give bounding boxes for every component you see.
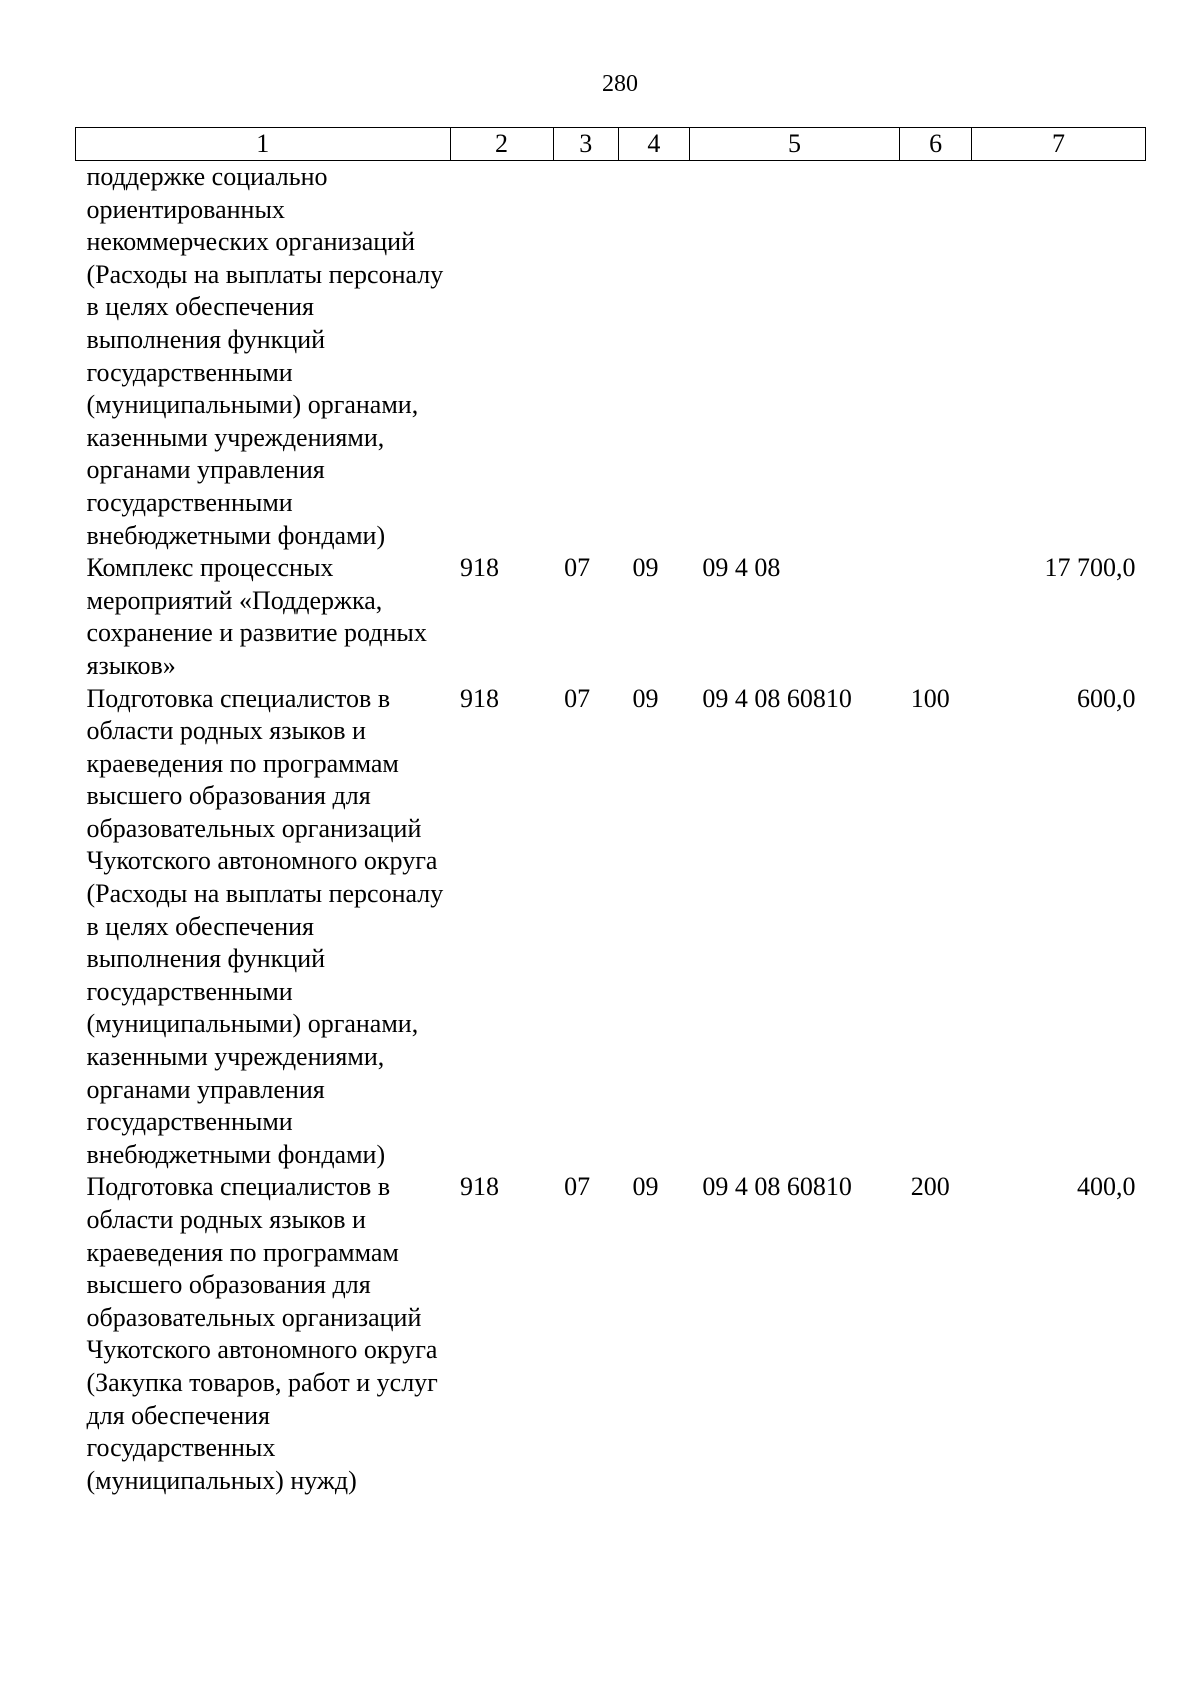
row-col-7 [972,161,1146,553]
column-header-7: 7 [972,128,1146,161]
table-row [76,683,1146,1172]
table-row [76,552,1146,682]
row-col-4 [619,161,690,553]
row-col-2 [450,161,553,553]
row-col-7: 17 700,0 [1044,553,1136,583]
row-col-7: 600,0 [1077,683,1136,713]
row-name: поддержке социально ориентированных некоммерческих организаций (Расходы на выплаты персоналу в целях обеспечения выполнения функций государственными (муниципальными) органами, казенными учреждениями, органами управления государственными внебюджетными фондами) [86,162,444,550]
row-col-4: 09 [632,553,659,583]
column-header-3: 3 [553,128,618,161]
row-col-6: 100 [910,683,950,713]
row-name: Комплекс процессных мероприятий «Поддержка, сохранение и развитие родных языков» [86,553,427,680]
row-col-4: 09 [632,683,659,713]
column-header-6: 6 [900,128,972,161]
row-col-5: 09 4 08 60810 [702,1172,852,1202]
row-col-5: 09 4 08 60810 [702,683,852,713]
row-name: Подготовка специалистов в области родных языков и краеведения по программам высшего образования для образовательных организаций Чукотского автономного округа (Закупка товаров, работ и услуг для обеспечения государственных (муниципальных) нужд) [86,1172,438,1495]
row-name: Подготовка специалистов в области родных языков и краеведения по программам высшего образования для образовательных организаций Чукотского автономного округа (Расходы на выплаты персоналу в целях обеспечения выполнения функций государственными (муниципальными) органами, казенными учреждениями, органами управления государственными внебюджетными фондами) [86,683,444,1169]
row-col-2: 918 [460,1172,500,1202]
row-col-3: 07 [564,683,591,713]
header-row [76,128,1146,161]
column-header-1: 1 [76,128,451,161]
row-col-3: 07 [564,553,591,583]
row-col-2: 918 [460,553,500,583]
table-row [76,161,1146,553]
row-col-4: 09 [632,1172,659,1202]
row-col-6 [900,161,972,553]
row-col-2: 918 [460,683,500,713]
row-col-7: 400,0 [1077,1172,1136,1202]
row-col-6 [900,552,972,682]
row-col-3: 07 [564,1172,591,1202]
row-col-5: 09 4 08 [702,553,781,583]
row-col-6: 200 [910,1172,950,1202]
table-header [76,128,1146,161]
table-row [76,1171,1146,1497]
budget-table [75,127,1146,1497]
column-header-4: 4 [619,128,690,161]
row-col-3 [553,161,618,553]
table-body [76,161,1146,1498]
column-header-5: 5 [689,128,899,161]
row-col-5 [689,161,899,553]
page-number: 280 [602,71,638,97]
column-header-2: 2 [450,128,553,161]
